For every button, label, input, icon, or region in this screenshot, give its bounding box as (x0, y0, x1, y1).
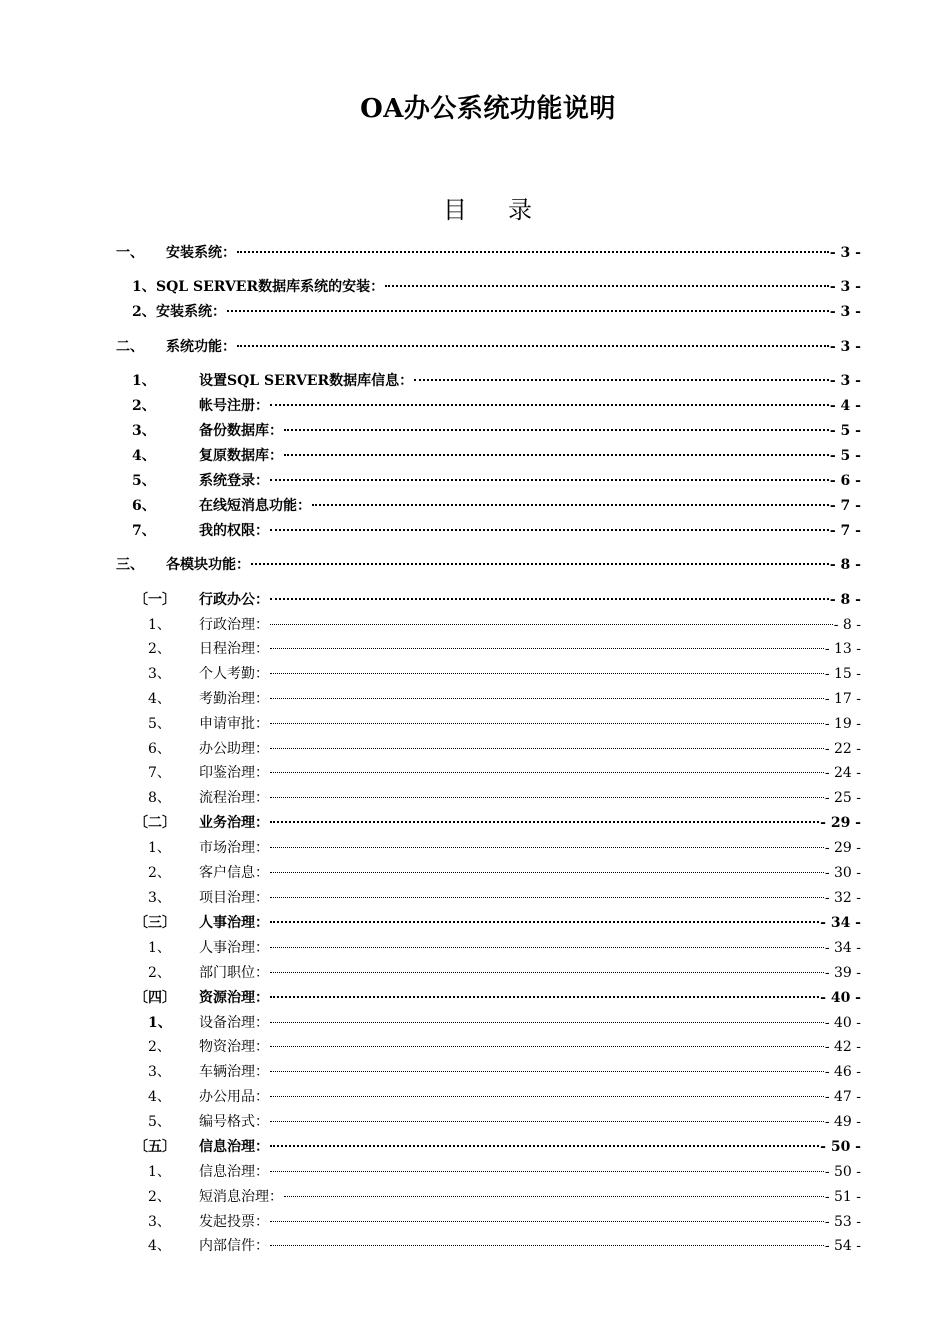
toc-entry-text: 帐号注册： (199, 398, 269, 414)
toc-entry[interactable] (132, 276, 861, 298)
toc-entry-page: - 3 - (829, 245, 861, 261)
toc-entry-page: - 15 - (824, 666, 861, 682)
dot-leader (284, 454, 829, 456)
toc-entry-page: - 42 - (824, 1039, 861, 1055)
dot-leader (385, 285, 829, 287)
toc-entry-number: 4、 (148, 1238, 171, 1254)
toc-entry-page: - 47 - (824, 1089, 861, 1105)
toc-entry-number: 1、 (148, 940, 171, 956)
toc-entry-number: 1、 (148, 617, 171, 633)
toc-entry-text: 人事治理： (199, 940, 269, 956)
toc-entry-page: - 39 - (824, 965, 861, 981)
dot-leader (270, 1071, 824, 1072)
toc-entry-page: - 5 - (829, 448, 861, 464)
toc-entry-page: - 19 - (824, 716, 861, 732)
toc-entry[interactable] (148, 638, 861, 660)
toc-entry-text: 复原数据库： (199, 448, 283, 464)
toc-entry[interactable] (132, 420, 861, 442)
toc-entry[interactable] (148, 937, 861, 959)
toc-entry-page: - 6 - (829, 473, 861, 489)
toc-entry-number: 3、 (148, 666, 171, 682)
toc-entry[interactable] (148, 962, 861, 984)
toc-entry[interactable] (148, 887, 861, 909)
toc-entry[interactable] (148, 1061, 861, 1083)
document-title: OA办公系统功能说明 (360, 94, 616, 124)
toc-entry-number: 2、 (148, 965, 171, 981)
dot-leader (270, 1171, 824, 1172)
toc-entry[interactable] (132, 395, 861, 417)
dot-leader (237, 251, 829, 253)
toc-entry-page: - 8 - (833, 617, 861, 633)
toc-entry-number: 6、 (132, 498, 156, 514)
dot-leader (270, 947, 824, 948)
toc-entry[interactable] (148, 663, 861, 685)
toc-entry-number: 3、 (132, 423, 156, 439)
dot-leader (270, 996, 819, 998)
toc-entry-page: - 29 - (820, 815, 861, 831)
toc-entry-text: 安装系统： (156, 304, 226, 320)
toc-entry-page: - 30 - (824, 865, 861, 881)
toc-entry-page: - 13 - (824, 641, 861, 657)
toc-entry-page: - 34 - (820, 915, 861, 931)
toc-entry-number: 一、 (116, 245, 144, 261)
toc-entry-page: - 53 - (824, 1214, 861, 1230)
toc-entry-page: - 24 - (824, 765, 861, 781)
dot-leader (270, 404, 829, 406)
dot-leader (270, 772, 824, 773)
dot-leader (270, 748, 824, 749)
toc-entry-text: 行政治理： (199, 617, 269, 633)
toc-entry-page: - 34 - (824, 940, 861, 956)
toc-entry-number: 2、 (148, 641, 171, 657)
toc-entry[interactable] (116, 554, 861, 576)
dot-leader (270, 1245, 824, 1246)
toc-entry-page: - 46 - (824, 1064, 861, 1080)
toc-entry-text: 办公用品： (199, 1089, 269, 1105)
dot-leader (270, 1121, 824, 1122)
toc-entry-page: - 40 - (824, 1015, 861, 1031)
toc-entry-text: 考勤治理： (199, 691, 269, 707)
toc-entry[interactable] (148, 1235, 861, 1257)
toc-entry-number: 〔五〕 (134, 1139, 176, 1155)
dot-leader (284, 429, 829, 431)
toc-entry[interactable] (148, 688, 861, 710)
toc-entry-number: 〔四〕 (134, 990, 176, 1006)
toc-entry-page: - 22 - (824, 741, 861, 757)
toc-entry-text: 人事治理： (199, 915, 269, 931)
dot-leader (270, 698, 824, 699)
dot-leader (270, 529, 829, 531)
toc-entry[interactable] (148, 1012, 861, 1034)
dot-leader (270, 797, 824, 798)
toc-entry-page: - 40 - (820, 990, 861, 1006)
dot-leader (270, 897, 824, 898)
toc-entry[interactable] (148, 614, 861, 636)
dot-leader (270, 1022, 824, 1023)
toc-entry[interactable] (134, 987, 861, 1009)
toc-entry-number: 5、 (148, 1114, 171, 1130)
dot-leader (270, 673, 824, 674)
toc-entry-page: - 3 - (829, 279, 861, 295)
toc-entry-number: 7、 (132, 523, 156, 539)
toc-entry[interactable] (148, 837, 861, 859)
toc-entry-page: - 4 - (829, 398, 861, 414)
toc-entry-page: - 7 - (829, 498, 861, 514)
toc-entry-number: 2、 (132, 304, 156, 320)
toc-entry-page: - 29 - (824, 840, 861, 856)
toc-entry-text: 发起投票： (199, 1214, 269, 1230)
toc-entry-text: 信息治理： (199, 1139, 269, 1155)
toc-entry-number: 1、 (148, 1164, 171, 1180)
toc-entry-text: 备份数据库： (199, 423, 283, 439)
toc-entry-number: 8、 (148, 790, 171, 806)
toc-entry-text: 业务治理： (199, 815, 269, 831)
dot-leader (270, 1046, 824, 1047)
dot-leader (270, 1145, 819, 1147)
toc-entry[interactable] (134, 812, 861, 834)
toc-entry[interactable] (148, 1086, 861, 1108)
toc-entry-text: 申请审批： (199, 716, 269, 732)
dot-leader (284, 1196, 824, 1197)
toc-entry[interactable] (132, 495, 861, 517)
toc-entry-page: - 17 - (824, 691, 861, 707)
toc-entry-number: 1、 (148, 840, 171, 856)
toc-entry[interactable] (132, 470, 861, 492)
toc-entry-text: 编号格式： (199, 1114, 269, 1130)
toc-entry-text: 设置SQL SERVER数据库信息： (199, 373, 414, 389)
toc-entry-number: 1、 (132, 373, 156, 389)
dot-leader (270, 821, 819, 823)
toc-heading-right: 录 (508, 196, 533, 224)
toc-entry-text: 项目治理： (199, 890, 269, 906)
dot-leader (270, 648, 824, 649)
toc-entry-number: 5、 (148, 716, 171, 732)
toc-entry[interactable] (116, 336, 861, 358)
toc-entry-page: - 49 - (824, 1114, 861, 1130)
toc-entry-text: 资源治理： (199, 990, 269, 1006)
toc-entry-text: 车辆治理： (199, 1064, 269, 1080)
toc-entry-number: 〔二〕 (134, 815, 176, 831)
toc-entry-number: 3、 (148, 1064, 171, 1080)
dot-leader (270, 921, 819, 923)
dot-leader (270, 598, 829, 600)
toc-entry[interactable] (132, 520, 861, 542)
toc-entry-text: 我的权限： (199, 523, 269, 539)
toc-entry-page: - 3 - (829, 373, 861, 389)
dot-leader (237, 345, 829, 347)
toc-entry[interactable] (148, 762, 861, 784)
toc-entry-text: 各模块功能： (166, 557, 250, 573)
toc-entry-text: 系统登录： (199, 473, 269, 489)
toc-entry-text: SQL SERVER数据库系统的安装： (156, 279, 385, 295)
toc-entry[interactable] (148, 1186, 861, 1208)
toc-entry[interactable] (132, 370, 861, 392)
dot-leader (227, 310, 829, 312)
dot-leader (270, 1096, 824, 1097)
dot-leader (270, 624, 833, 625)
toc-entry-page: - 7 - (829, 523, 861, 539)
toc-entry-number: 二、 (116, 339, 144, 355)
toc-entry-page: - 54 - (824, 1238, 861, 1254)
toc-entry[interactable] (148, 862, 861, 884)
toc-entry-page: - 32 - (824, 890, 861, 906)
toc-entry-page: - 3 - (829, 339, 861, 355)
toc-entry-text: 印鉴治理： (199, 765, 269, 781)
toc-entry-page: - 51 - (824, 1189, 861, 1205)
dot-leader (270, 847, 824, 848)
toc-entry-number: 〔一〕 (134, 592, 176, 608)
toc-entry-text: 在线短消息功能： (199, 498, 311, 514)
toc-entry-number: 4、 (148, 1089, 171, 1105)
toc-entry-text: 流程治理： (199, 790, 269, 806)
toc-entry-number: 4、 (132, 448, 156, 464)
toc-entry[interactable] (148, 713, 861, 735)
dot-leader (270, 872, 824, 873)
toc-entry-text: 安装系统： (166, 245, 236, 261)
toc-entry[interactable] (148, 1211, 861, 1233)
toc-entry[interactable] (132, 301, 861, 323)
toc-entry-text: 内部信件： (199, 1238, 269, 1254)
toc-entry-number: 1、 (148, 1015, 172, 1031)
toc-entry-page: - 25 - (824, 790, 861, 806)
toc-heading-left: 目 (443, 196, 468, 224)
toc-entry-page: - 8 - (829, 557, 861, 573)
toc-entry-text: 部门职位： (199, 965, 269, 981)
toc-entry-number: 2、 (148, 865, 171, 881)
toc-entry-number: 4、 (148, 691, 171, 707)
toc-entry[interactable] (148, 1161, 861, 1183)
dot-leader (312, 504, 829, 506)
toc-entry-text: 物资治理： (199, 1039, 269, 1055)
toc-entry-number: 7、 (148, 765, 171, 781)
toc-entry-text: 办公助理： (199, 741, 269, 757)
toc-entry[interactable] (132, 445, 861, 467)
toc-entry[interactable] (134, 1136, 861, 1158)
toc-entry-text: 个人考勤： (199, 666, 269, 682)
toc-entry-text: 信息治理： (199, 1164, 269, 1180)
toc-entry-text: 日程治理： (199, 641, 269, 657)
toc-entry-number: 5、 (132, 473, 156, 489)
toc-entry-number: 2、 (148, 1189, 171, 1205)
dot-leader (251, 563, 829, 565)
toc-entry-page: - 50 - (824, 1164, 861, 1180)
toc-entry-page: - 8 - (829, 592, 861, 608)
toc-entry-text: 市场治理： (199, 840, 269, 856)
dot-leader (270, 1221, 824, 1222)
toc-entry-page: - 5 - (829, 423, 861, 439)
toc-entry-text: 行政办公： (199, 592, 269, 608)
toc-entry[interactable] (116, 242, 861, 264)
toc-entry-page: - 3 - (829, 304, 861, 320)
dot-leader (270, 972, 824, 973)
toc-entry-text: 设备治理： (199, 1015, 269, 1031)
toc-entry-number: 2、 (132, 398, 156, 414)
toc-entry-number: 2、 (148, 1039, 171, 1055)
toc-entry-number: 6、 (148, 741, 171, 757)
toc-entry-number: 3、 (148, 890, 171, 906)
toc-entry[interactable] (134, 589, 861, 611)
toc-entry[interactable] (148, 1111, 861, 1133)
toc-entry-text: 系统功能： (166, 339, 236, 355)
toc-entry-number: 〔三〕 (134, 915, 176, 931)
dot-leader (270, 723, 824, 724)
toc-entry-text: 客户信息： (199, 865, 269, 881)
toc-entry[interactable] (148, 738, 861, 760)
toc-entry[interactable] (134, 912, 861, 934)
dot-leader (414, 379, 829, 381)
toc-entry-text: 短消息治理： (199, 1189, 283, 1205)
toc-entry-page: - 50 - (820, 1139, 861, 1155)
toc-entry[interactable] (148, 1036, 861, 1058)
toc-entry-number: 三、 (116, 557, 144, 573)
toc-entry-number: 3、 (148, 1214, 171, 1230)
dot-leader (270, 479, 829, 481)
toc-entry[interactable] (148, 787, 861, 809)
toc-entry-number: 1、 (132, 279, 156, 295)
